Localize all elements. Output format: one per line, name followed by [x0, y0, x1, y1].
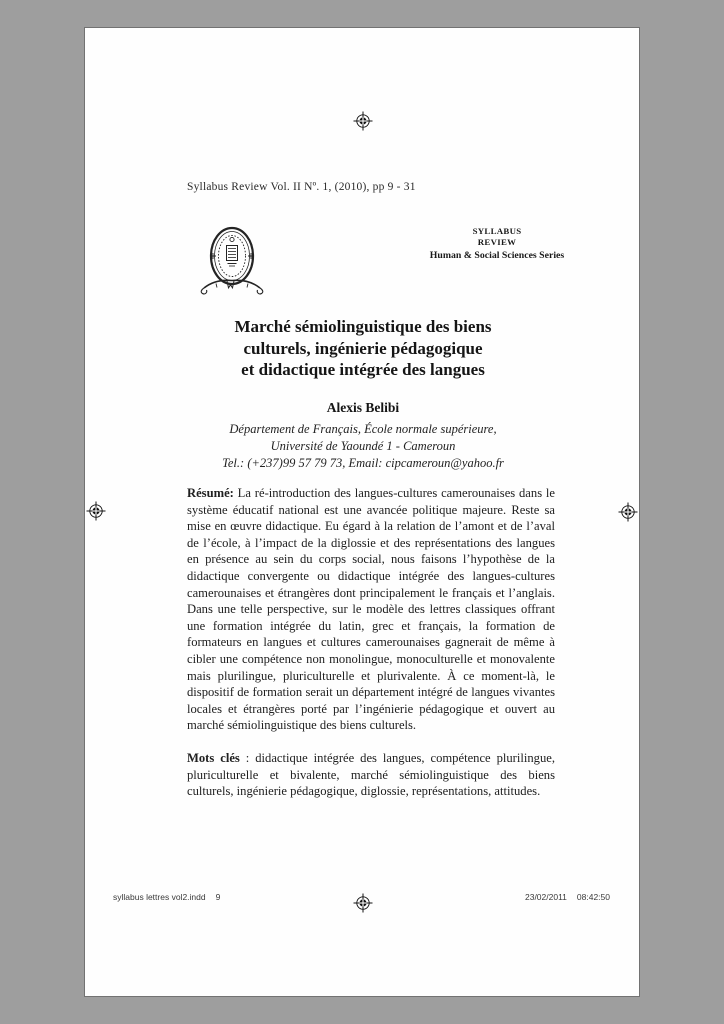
body-text-column	[187, 485, 555, 800]
author-block	[167, 399, 559, 417]
article-title	[167, 316, 559, 381]
registration-mark-left-icon	[86, 501, 106, 521]
journal-name-line2: REVIEW	[477, 237, 517, 248]
footer-timestamp	[500, 892, 610, 902]
journal-seal-icon	[194, 222, 270, 306]
footer-time: 08:42:50	[576, 892, 610, 902]
article-title-line: culturels, ingénierie pédagogique	[243, 338, 483, 358]
abstract-label: Résumé:	[187, 486, 234, 500]
affiliation-contact-line: Tel.: (+237)99 57 79 73, Email: cipcameroun@yahoo.fr	[222, 456, 504, 470]
running-head: Syllabus Review Vol. II Nº. 1, (2010), pp 9 - 31	[187, 181, 416, 193]
footer-page-number: 9	[215, 892, 221, 902]
abstract-text: La ré-introduction des langues-cultures camerounaises dans le système éducatif national est une avancée politique majeure. Reste sa mise en œuvre didactique. Eu égard à la relation de l’amont et de l’aval de l’école, à l’impact de la diglossie et des représentations des langues en présence au sein du corps social, nous faisons l’hypothèse de la didactique convergente ou didactique intégrée des langues-cultures camerounaises et étrangères dont principalement le français et l’anglais. Dans une telle perspective, sur le modèle des lettres classiques offrant une formation intégrée du latin, grec et français, la formation de formateurs en langues et cultures camerounaises gagnerait de même à cibler une compétence non monolingue, monoculturelle et monovalente mais plurilingue, pluriculturelle et plurivalente. À ce moment-là, le dispositif de formation serait un département intégré de langues vivantes locales et étrangères porté par l’ingénierie pédagogique et ouvert au marché sémiolinguistique des biens culturels.	[187, 486, 555, 733]
journal-name-line1: SYLLABUS	[472, 226, 522, 236]
abstract-paragraph	[187, 485, 555, 734]
journal-series: Human & Social Sciences Series	[429, 249, 565, 261]
journal-name-block	[412, 226, 582, 262]
footer-file-info	[113, 892, 220, 902]
registration-mark-right-icon	[618, 502, 638, 522]
footer-date: 23/02/2011	[524, 892, 567, 902]
article-title-line: et didactique intégrée des langues	[241, 360, 485, 379]
keywords-text: : didactique intégrée des langues, compétence plurilingue, pluriculturelle et bivalente, marché sémiolinguistique des biens culturels, ingénierie pédagogique, diglossie, représentations, attitudes.	[187, 750, 556, 799]
affiliation-line: Département de Français, École normale supérieure,	[229, 422, 497, 436]
author-name: Alexis Belibi	[326, 400, 400, 415]
footer-filename: syllabus lettres vol2.indd	[113, 892, 206, 902]
keywords-paragraph	[187, 750, 555, 800]
keywords-label: Mots clés	[187, 750, 240, 765]
affiliation-line: Université de Yaoundé 1 - Cameroun	[270, 439, 456, 453]
affiliation-block	[147, 421, 579, 472]
registration-mark-bottom-icon	[353, 893, 373, 913]
article-title-line: Marché sémiolinguistique des biens	[234, 317, 492, 336]
registration-mark-top-icon	[353, 111, 373, 131]
